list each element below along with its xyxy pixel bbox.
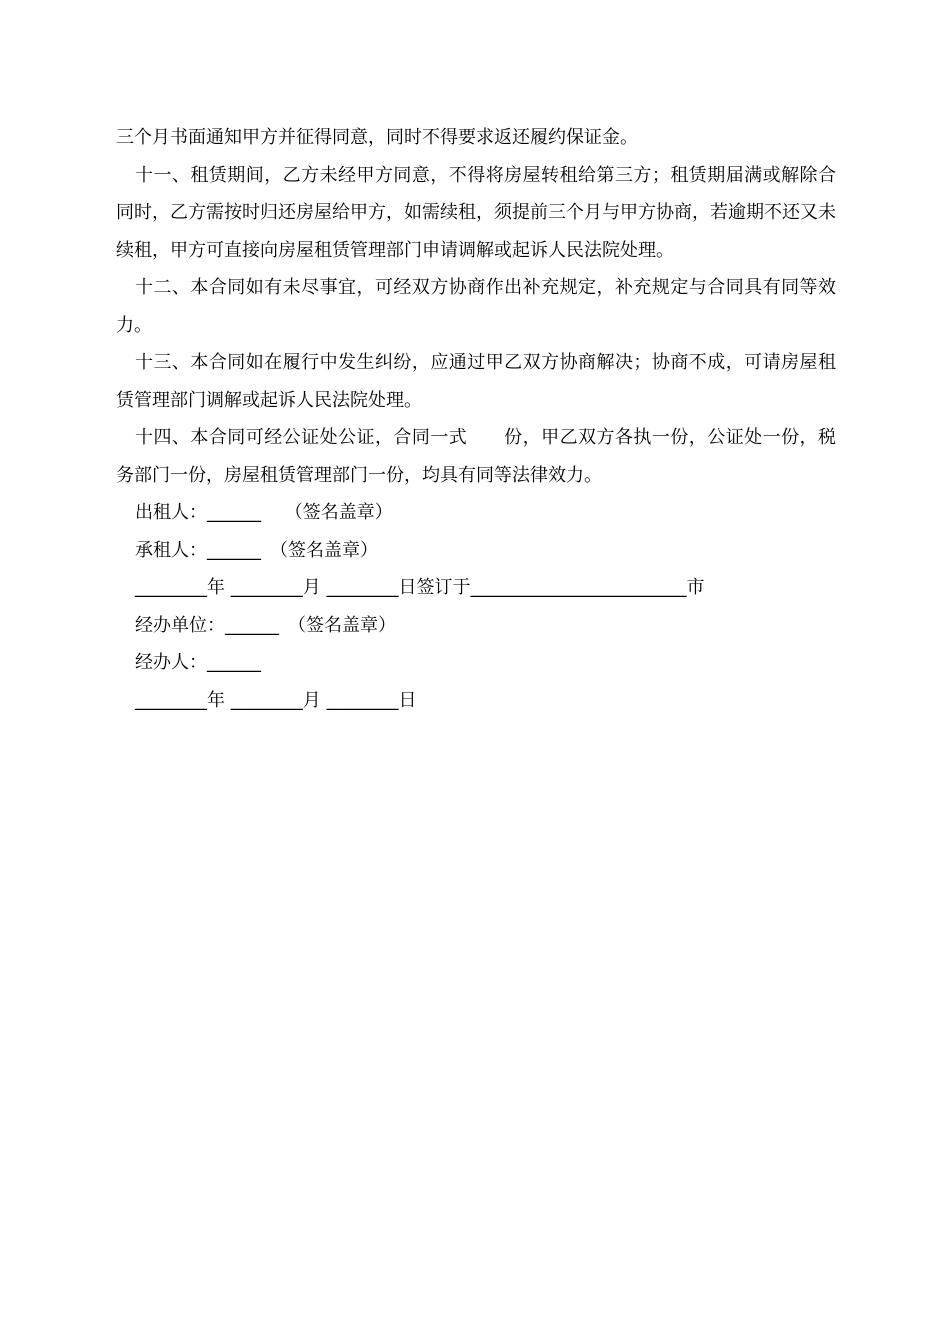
clause-14: 十四、本合同可经公证处公证，合同一式 份，甲乙双方各执一份，公证处一份，税务部门一份，房屋租赁管理部门一份，均具有同等法律效力。 [116, 427, 836, 486]
document-body [116, 119, 836, 719]
signing-date-place-line: ________年 ________月 ________日签订于________________________市 [135, 577, 705, 598]
clause-12: 十二、本合同如有未尽事宜，可经双方协商作出补充规定，补充规定与合同具有同等效力。 [116, 277, 836, 336]
handler-date-line: ________年 ________月 ________日 [135, 689, 417, 711]
lessor-signature-line: 出租人：______ （签名盖章） [135, 502, 393, 523]
lessee-signature-line: 承租人：______ （签名盖章） [135, 539, 378, 561]
clause-11: 十一、租赁期间，乙方未经甲方同意，不得将房屋转租给第三方；租赁期届满或解除合同时，乙方需按时归还房屋给甲方，如需续租，须提前三个月与甲方协商，若逾期不还又未续租，甲方可直接向房屋租赁管理部门申请调解或起诉人民法院处理。 [116, 164, 836, 261]
clause-13: 十三、本合同如在履行中发生纠纷，应通过甲乙双方协商解决；协商不成，可请房屋租赁管理部门调解或起诉人民法院处理。 [116, 352, 836, 411]
handling-unit-line: 经办单位：______ （签名盖章） [135, 614, 396, 636]
paragraph-continuation: 三个月书面通知甲方并征得同意，同时不得要求返还履约保证金。 [116, 127, 638, 148]
handler-line: 经办人：______ [135, 652, 261, 673]
signature-block [116, 494, 836, 719]
